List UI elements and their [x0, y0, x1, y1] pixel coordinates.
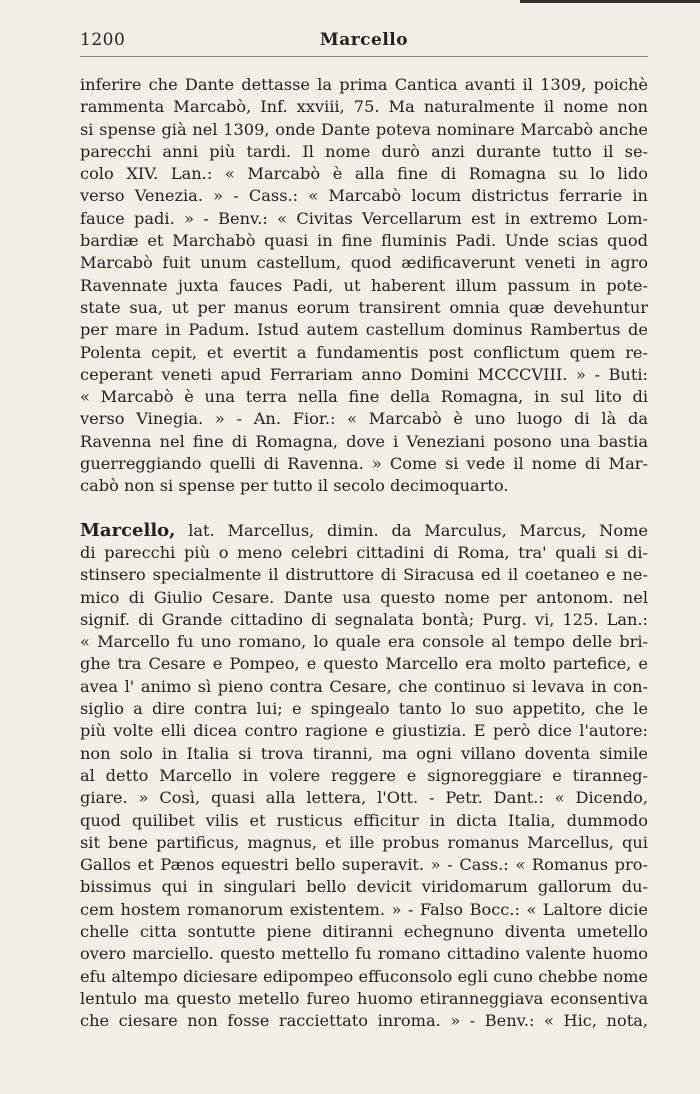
text-line: mico di Giulio Cesare. Dante usa questo nome per antonom. nel [80, 587, 648, 607]
text-line: lentulo ma questo metello fureo huomo etiranneggiava econsentiva [80, 988, 648, 1008]
running-title: Marcello [319, 30, 409, 50]
text-line: colo XIV. Lan.: « Marcabò è alla fine di Romagna su lo lido [80, 164, 648, 184]
text-line: per mare in Padum. Istud autem castellum dominus Rambertus de [80, 320, 648, 340]
text-line: inferire che Dante dettasse la prima Cantica avanti il 1309, poichè [80, 75, 648, 94]
text-line: Ravenna nel fine di Romagna, dove i Veneziani posono una bastia [80, 431, 648, 451]
page-number: 1200 [80, 30, 126, 50]
text-line: rammenta Marcabò, Inf. xxviii, 75. Ma naturalmente il nome non [80, 97, 648, 117]
text-line: Marcello, lat. Marcellus, dimin. da Marculus, Marcus, Nome [80, 519, 648, 541]
text-line: bardiæ et Marchabò quasi in fine fluminis Padi. Unde scias quod [80, 231, 648, 251]
text-line: quod quilibet vilis et rusticus efficitur in dicta Italia, dummodo [80, 810, 648, 830]
text-line: Gallos et Pænos equestri bello superavit. » - Cass.: « Romanus pro- [80, 855, 648, 875]
text-line: parecchi anni più tardi. Il nome durò anzi durante tutto il se- [80, 141, 648, 161]
text-line: cem hostem romanorum existentem. » - Falso Bocc.: « Laltore dicie [80, 899, 648, 919]
text-line: bissimus qui in singulari bello devicit viridomarum gallorum du- [80, 877, 648, 897]
text-line: efu altempo diciesare edipompeo effuconsolo egli cuno chebbe nome [80, 966, 648, 986]
text-line: « Marcello fu uno romano, lo quale era console al tempo delle bri- [80, 632, 648, 652]
text-line: siglio a dire contra lui; e spingealo tanto lo suo appetito, che le [80, 699, 648, 719]
text-line: chelle citta sontutte piene ditiranni echegnuno diventa umetello [80, 921, 648, 941]
text-line: signif. di Grande cittadino di segnalata bontà; Purg. vi, 125. Lan.: [80, 609, 648, 629]
text-line: Ravennate juxta fauces Padi, ut haberent illum passum in pote- [80, 275, 648, 295]
text-line: sit bene partificus, magnus, et ille probus romanus Marcellus, qui [80, 832, 648, 852]
text-line: « Marcabò è una terra nella fine della Romagna, in sul lito di [80, 387, 648, 407]
paragraph-marcabo [80, 74, 648, 498]
text-line: al detto Marcello in volere reggere e signoreggiare e tiranneg- [80, 765, 648, 785]
page-header [80, 30, 648, 60]
text-line: guerreggiando quelli di Ravenna. » Come si vede il nome di Mar- [80, 454, 648, 474]
text-line: avea l' animo sì pieno contra Cesare, che continuo si levava in con- [80, 676, 648, 696]
entry-lemma: Marcello, [80, 519, 176, 541]
text-line: fauce padi. » - Benv.: « Civitas Vercellarum est in extremo Lom- [80, 208, 648, 228]
text-line: si spense già nel 1309, onde Dante poteva nominare Marcabò anche [80, 119, 648, 139]
paragraph-marcello [80, 520, 648, 1033]
text-line: che ciesare non fosse racciettato inroma. » - Benv.: « Hic, nota, [80, 1011, 648, 1031]
text-line: giare. » Così, quasi alla lettera, l'Ott. - Petr. Dant.: « Dicendo, [80, 788, 648, 808]
page-body [80, 74, 648, 1032]
text-line: stinsero specialmente il distruttore di Siracusa ed il coetaneo e ne- [80, 565, 648, 585]
header-rule [80, 56, 648, 57]
text-line: ceperant veneti apud Ferrariam anno Domini MCCCVIII. » - Buti: [80, 364, 648, 384]
text-line: di parecchi più o meno celebri cittadini di Roma, tra' quali si di- [80, 542, 648, 562]
top-edge-rule [520, 0, 700, 3]
text-line: verso Venezia. » - Cass.: « Marcabò locum districtus ferrarie in [80, 186, 648, 206]
text-line: Polenta cepit, et evertit a fundamentis post conflictum quem re- [80, 342, 648, 362]
text-line: ghe tra Cesare e Pompeo, e questo Marcello era molto partefice, e [80, 654, 648, 674]
text-line: più volte elli dicea contro ragione e giustizia. E però dice l'autore: [80, 721, 648, 741]
text-line: overo marciello. questo mettello fu romano cittadino valente huomo [80, 944, 648, 964]
text-line: cabò non si spense per tutto il secolo decimoquarto. [80, 476, 509, 496]
text-line: Marcabò fuit unum castellum, quod ædificaverunt veneti in agro [80, 253, 648, 273]
text-line: non solo in Italia si trova tiranni, ma ogni villano doventa simile [80, 743, 648, 763]
text-line: verso Vinegia. » - An. Fior.: « Marcabò è uno luogo di là da [80, 409, 648, 429]
text-line: state sua, ut per manus eorum transirent omnia quæ devehuntur [80, 297, 648, 317]
